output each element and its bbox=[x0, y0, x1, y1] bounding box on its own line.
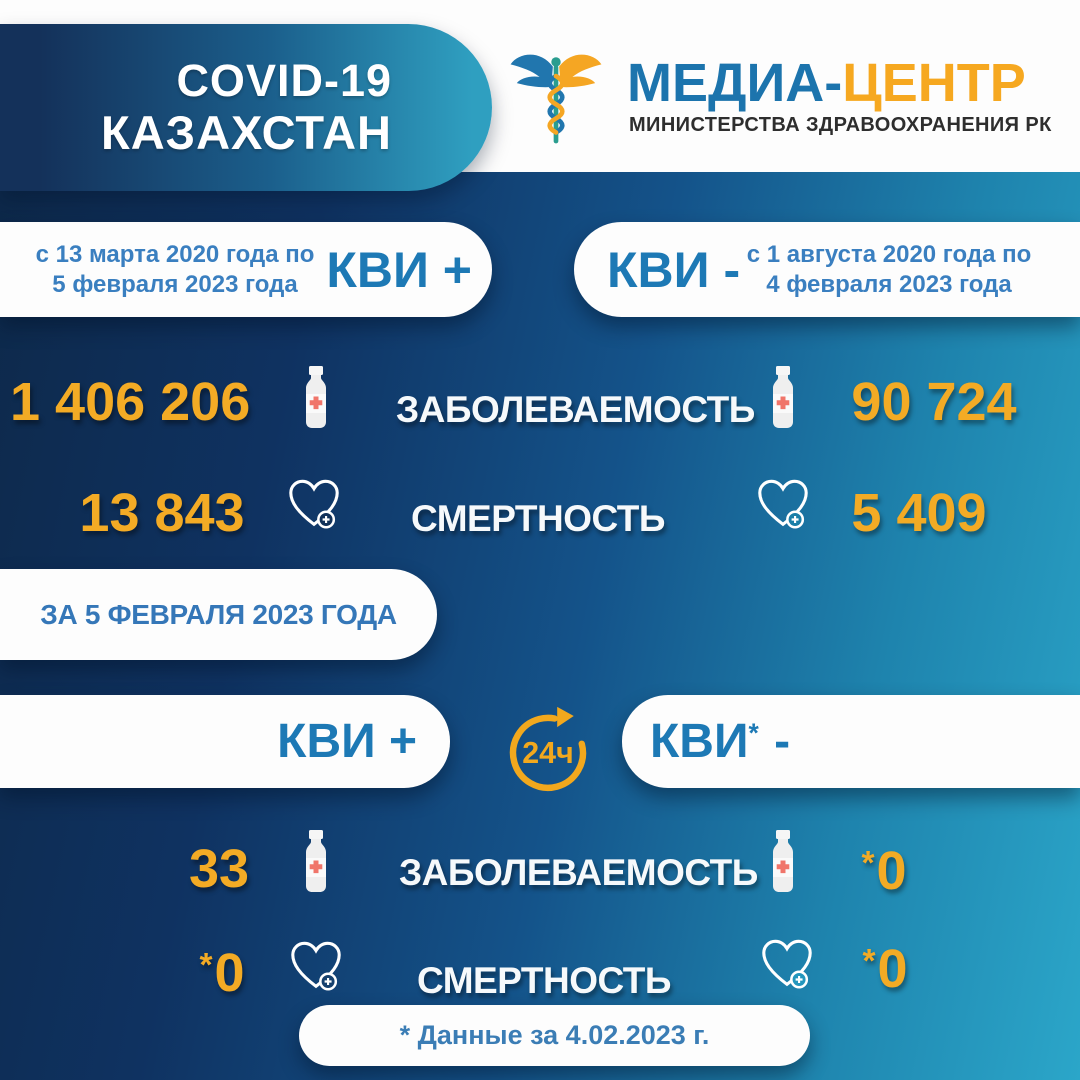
kvi-minus-daily-sign: - bbox=[774, 715, 791, 768]
kvi-minus-period-line2: 4 февраля 2023 года bbox=[766, 270, 1012, 298]
24h-clock-text: 24ч bbox=[522, 736, 574, 770]
kvi-minus-daily-label bbox=[650, 714, 790, 769]
medicine-bottle-icon bbox=[299, 366, 333, 428]
footnote-pill bbox=[299, 1005, 810, 1066]
heart-plus-icon bbox=[287, 938, 345, 996]
cumulative-mortality-plus-value: 13 843 bbox=[79, 483, 245, 543]
kvi-minus-period-line1: с 1 августа 2020 года по bbox=[746, 240, 1032, 268]
daily-date-pill bbox=[0, 569, 437, 660]
brand-subtitle: МИНИСТЕРСТВА ЗДРАВООХРАНЕНИЯ РК bbox=[629, 114, 1052, 136]
cumulative-incidence-plus-value: 1 406 206 bbox=[10, 372, 251, 432]
cumulative-incidence-minus-value: 90 724 bbox=[851, 372, 1017, 432]
cumulative-mortality-minus-value: 5 409 bbox=[851, 483, 987, 543]
kvi-plus-period-line2: 5 февраля 2023 года bbox=[52, 270, 298, 298]
daily-incidence-label: ЗАБОЛЕВАЕМОСТЬ bbox=[399, 852, 758, 893]
kvi-minus-daily-name: КВИ bbox=[650, 715, 749, 768]
covid-kazakhstan-badge bbox=[0, 24, 492, 191]
kvi-plus-label: КВИ + bbox=[326, 241, 472, 298]
brand-title bbox=[627, 52, 1026, 114]
cumulative-mortality-label: СМЕРТНОСТЬ bbox=[410, 498, 666, 539]
kvi-minus-cumulative-pill bbox=[574, 222, 1080, 317]
heart-plus-icon bbox=[285, 476, 343, 534]
daily-date-text: ЗА 5 ФЕВРАЛЯ 2023 ГОДА bbox=[40, 598, 397, 630]
brand-title-center: ЦЕНТР bbox=[842, 53, 1026, 113]
medicine-bottle-icon bbox=[766, 366, 800, 428]
daily-incidence-plus-number: 33 bbox=[188, 839, 250, 899]
kvi-plus-period bbox=[30, 240, 320, 300]
caduceus-icon bbox=[509, 42, 603, 154]
24h-clock-icon bbox=[500, 705, 596, 797]
kvi-plus-daily-pill bbox=[0, 695, 450, 788]
kvi-minus-daily-pill bbox=[622, 695, 1080, 788]
daily-mortality-plus-number: 0 bbox=[214, 943, 245, 1003]
covid-badge-line2: КАЗАХСТАН bbox=[101, 106, 392, 160]
kvi-plus-cumulative-pill bbox=[0, 222, 492, 317]
kvi-minus-daily-asterisk: * bbox=[748, 718, 759, 749]
daily-mortality-minus-number: 0 bbox=[877, 939, 908, 999]
daily-incidence-minus-value bbox=[764, 840, 1004, 902]
daily-mortality-plus-prefix: * bbox=[199, 946, 213, 984]
kvi-minus-label: КВИ - bbox=[607, 241, 741, 298]
daily-mortality-minus-prefix: * bbox=[862, 942, 876, 980]
cumulative-incidence-label: ЗАБОЛЕВАЕМОСТЬ bbox=[396, 389, 755, 430]
daily-incidence-minus-number: 0 bbox=[876, 841, 907, 901]
medicine-bottle-icon bbox=[299, 830, 333, 892]
daily-incidence-minus-prefix: * bbox=[861, 844, 875, 882]
covid-badge-line1: COVID-19 bbox=[176, 54, 392, 106]
kvi-minus-period bbox=[744, 240, 1034, 300]
footnote-text: * Данные за 4.02.2023 г. bbox=[399, 1020, 710, 1050]
kvi-plus-period-line1: с 13 марта 2020 года по bbox=[35, 240, 315, 268]
covid-badge-text bbox=[60, 55, 392, 161]
daily-mortality-label: СМЕРТНОСТЬ bbox=[416, 960, 672, 1001]
kvi-plus-daily-label: КВИ + bbox=[277, 715, 417, 768]
daily-mortality-minus-value bbox=[765, 938, 1005, 1000]
brand-title-media: МЕДИА- bbox=[627, 53, 843, 113]
